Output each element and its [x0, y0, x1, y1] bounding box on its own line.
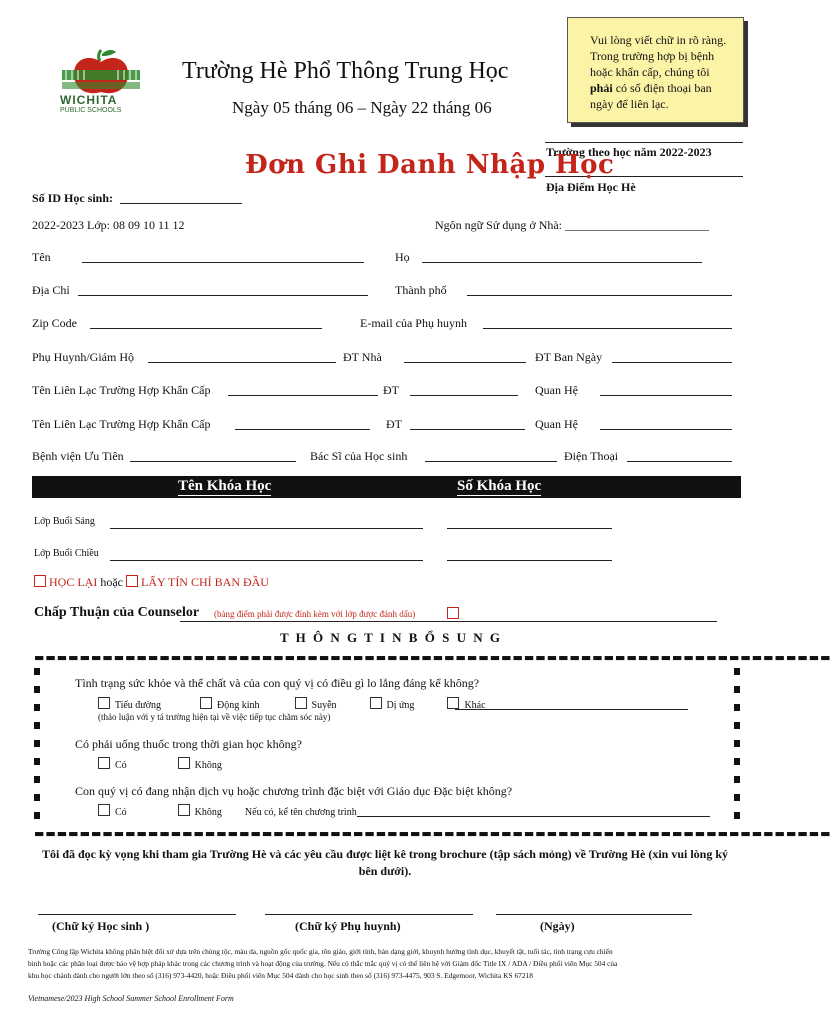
form-title: Đơn Ghi Danh Nhập Học — [245, 150, 615, 180]
emergency-contact-1-label: Tên Liên Lạc Trường Hợp Khẩn Cấp — [32, 383, 211, 397]
student-id-label: Số ID Học sinh: — [32, 191, 114, 205]
emergency-contact-2-field[interactable] — [235, 429, 370, 430]
or-label: hoặc — [100, 575, 123, 589]
counselor-note: (bảng điểm phải được đính kèm với lớp được đánh dấu) — [214, 609, 416, 619]
medicine-yes-checkbox[interactable] — [98, 757, 110, 769]
program-name-label: Nếu có, kể tên chương trình — [244, 807, 357, 818]
health-question: Tình trạng sức khỏe và thể chất và của con quý vị có điều gì lo lắng đáng kể không? — [75, 676, 480, 690]
morning-class-field[interactable] — [110, 528, 423, 529]
student-signature-field[interactable] — [38, 914, 236, 915]
right-border — [734, 668, 740, 826]
morning-class-label: Lớp Buổi Sáng — [34, 516, 95, 527]
special-ed-question: Con quý vị có đang nhận dịch vụ hoặc chương trình đặc biệt với Giáo dục Đặc biệt không? — [75, 784, 513, 798]
emergency-phone-2-field[interactable] — [410, 429, 525, 430]
course-header-bar — [32, 476, 741, 498]
home-phone-field[interactable] — [404, 362, 526, 363]
retake-label: HỌC LẠI — [49, 575, 98, 589]
emergency-phone-1-field[interactable] — [410, 395, 518, 396]
day-phone-field[interactable] — [612, 362, 732, 363]
retake-checkbox[interactable] — [34, 575, 46, 587]
doctor-field[interactable] — [425, 461, 557, 462]
other-checkbox[interactable] — [447, 697, 459, 709]
diabetes-checkbox[interactable] — [98, 697, 110, 709]
special-ed-options — [98, 804, 357, 818]
footer-line-3: khu học chánh dành cho người lớn theo số (316) 973-4420, hoặc Điều phối viên Mục 504 dành cho học sinh theo số (316) 973-4475, 903 S. Edgemoor, Wichita KS 67218 — [28, 971, 533, 980]
day-phone-label: ĐT Ban Ngày — [535, 350, 603, 364]
other-label: Khác — [464, 700, 486, 711]
date-label: (Ngày) — [540, 919, 575, 933]
special-ed-no-label: Không — [194, 807, 222, 818]
date-field[interactable] — [496, 914, 692, 915]
special-ed-yes-label: Có — [115, 807, 127, 818]
left-border — [34, 668, 40, 826]
parent-email-label: E-mail của Phụ huynh — [360, 316, 467, 330]
relationship-1-label: Quan Hệ — [535, 383, 578, 397]
top-border: ▬▬▬▬▬▬▬▬▬▬▬▬▬▬▬▬▬▬▬▬▬▬▬▬▬▬▬▬▬▬▬▬▬▬▬▬▬▬▬▬▬▬▬▬▬▬▬▬▬▬▬▬▬▬▬▬▬▬▬▬▬▬▬▬▬▬▬▬▬▬ — [34, 651, 832, 664]
health-options-row — [98, 697, 486, 711]
relationship-1-field[interactable] — [600, 395, 732, 396]
afternoon-class-field[interactable] — [110, 560, 423, 561]
additional-info-heading: T H Ô N G T I N B Ổ S U N G — [280, 630, 502, 645]
first-name-field[interactable] — [82, 262, 364, 263]
special-ed-yes-checkbox[interactable] — [98, 804, 110, 816]
parent-guardian-label: Phụ Huynh/Giám Hộ — [32, 350, 134, 364]
parent-signature-field[interactable] — [265, 914, 473, 915]
footer-line-2: binh hoặc các phân loại được bảo vệ hợp pháp khác trong các chương trình và hoạt động của trường. Nếu có thắc mắc quý vị có thể liên hệ với Giám đốc Title IX / ADA / Điều phối viên Mục 504 của — [28, 959, 618, 968]
address-label: Địa Chỉ — [32, 283, 70, 297]
agreement-text: Tôi đã đọc kỳ vọng khi tham gia Trường Hè và các yêu cầu được liệt kê trong brochure (tập sách mỏng) về Trường Hè (xin vui lòng ký bên dưới). — [41, 847, 729, 878]
home-phone-label: ĐT Nhà — [343, 350, 382, 364]
medicine-question: Có phải uống thuốc trong thời gian học không? — [75, 737, 302, 751]
parent-email-field[interactable] — [483, 328, 732, 329]
address-field[interactable] — [78, 295, 368, 296]
city-field[interactable] — [467, 295, 732, 296]
footer-line-1: Trường Công lập Wichita không phân biệt đối xử dựa trên chủng tộc, màu da, nguồn gốc quốc gia, tôn giáo, giới tính, bản dạng giới, khuynh hướng tình dục, khuyết tật, tuổi tác, tình trạng cựu chiến — [28, 947, 613, 956]
emergency-phone-1-label: ĐT — [383, 383, 399, 397]
home-language-label: Ngôn ngữ Sử dụng ở Nhà: ________________________ — [435, 218, 710, 232]
logo-text: WICHITA — [60, 93, 118, 107]
medicine-options — [98, 757, 222, 771]
special-ed-no-checkbox[interactable] — [178, 804, 190, 816]
allergy-label: Dị ứng — [386, 700, 415, 711]
parent-guardian-field[interactable] — [148, 362, 336, 363]
allergy-checkbox[interactable] — [370, 697, 382, 709]
zip-field[interactable] — [90, 328, 322, 329]
medicine-no-label: Không — [194, 760, 222, 771]
diabetes-label: Tiểu đường — [114, 700, 162, 711]
notice-text: Vui lòng viết chữ in rõ ràng. Trong trường hợp bị bệnh hoặc khẩn cấp, chúng tôi phải có số điện thoại ban ngày để liên lạc. — [590, 33, 727, 111]
doctor-phone-label: Điện Thoại — [564, 449, 619, 463]
logo-subtext: PUBLIC SCHOOLS — [60, 107, 122, 114]
asthma-label: Suyễn — [311, 700, 337, 711]
epilepsy-label: Động kinh — [217, 700, 260, 711]
program-name-field[interactable] — [357, 816, 710, 817]
afternoon-class-label: Lớp Buổi Chiều — [34, 548, 99, 559]
emergency-contact-1-field[interactable] — [228, 395, 378, 396]
other-health-field[interactable] — [455, 709, 688, 710]
medicine-yes-label: Có — [115, 760, 127, 771]
school-year-label: Trường theo học năm 2022-2023 — [546, 145, 712, 159]
last-name-field[interactable] — [422, 262, 702, 263]
city-label: Thành phố — [395, 283, 447, 297]
wichita-logo — [56, 46, 146, 121]
page-title: Trường Hè Phổ Thông Trung Học — [182, 58, 509, 84]
hospital-field[interactable] — [130, 461, 296, 462]
hospital-label: Bệnh viện Ưu Tiên — [32, 449, 124, 463]
medicine-no-checkbox[interactable] — [178, 757, 190, 769]
session-dates: Ngày 05 tháng 06 – Ngày 22 tháng 06 — [232, 98, 492, 117]
doctor-phone-field[interactable] — [627, 461, 732, 462]
afternoon-course-number-field[interactable] — [447, 560, 612, 561]
emergency-contact-2-label: Tên Liên Lạc Trường Hợp Khẩn Cấp — [32, 417, 211, 431]
counselor-signature-field[interactable] — [180, 621, 717, 622]
student-signature-label: (Chữ ký Học sinh ) — [52, 919, 150, 933]
counselor-approval-label: Chấp Thuận của Counselor — [34, 605, 200, 620]
epilepsy-checkbox[interactable] — [200, 697, 212, 709]
course-number-header: Số Khóa Học — [457, 478, 542, 494]
course-name-header: Tên Khóa Học — [178, 478, 272, 494]
last-name-label: Họ — [395, 250, 410, 264]
form-id: Vietnamese/2023 High School Summer School Enrollment Form — [28, 994, 234, 1003]
location-label: Địa Điểm Học Hè — [546, 180, 636, 194]
first-credit-label: LẤY TÍN CHỈ BAN ĐẦU — [140, 575, 269, 589]
relationship-2-label: Quan Hệ — [535, 417, 578, 431]
student-id-field[interactable] — [120, 203, 242, 204]
credit-type-row — [34, 575, 269, 590]
morning-course-number-field[interactable] — [447, 528, 612, 529]
bottom-border: ▬▬▬▬▬▬▬▬▬▬▬▬▬▬▬▬▬▬▬▬▬▬▬▬▬▬▬▬▬▬▬▬▬▬▬▬▬▬▬▬▬▬▬▬▬▬▬▬▬▬▬▬▬▬▬▬▬▬▬▬▬▬▬▬▬▬▬▬▬▬ — [34, 827, 832, 840]
health-note: (thảo luận với y tá trường hiện tại về việc tiếp tục chăm sóc này) — [98, 712, 331, 722]
zip-label: Zip Code — [32, 316, 77, 330]
first-name-label: Tên — [32, 250, 51, 264]
first-credit-checkbox[interactable] — [126, 575, 138, 587]
doctor-label: Bác Sĩ của Học sinh — [310, 449, 408, 463]
parent-signature-label: (Chữ ký Phụ huynh) — [295, 919, 401, 933]
emergency-phone-2-label: ĐT — [386, 417, 402, 431]
asthma-checkbox[interactable] — [295, 697, 307, 709]
counselor-approval-checkbox[interactable] — [447, 607, 459, 619]
grade-label: 2022-2023 Lớp: 08 09 10 11 12 — [32, 218, 185, 232]
notice-box — [567, 17, 744, 123]
relationship-2-field[interactable] — [600, 429, 732, 430]
